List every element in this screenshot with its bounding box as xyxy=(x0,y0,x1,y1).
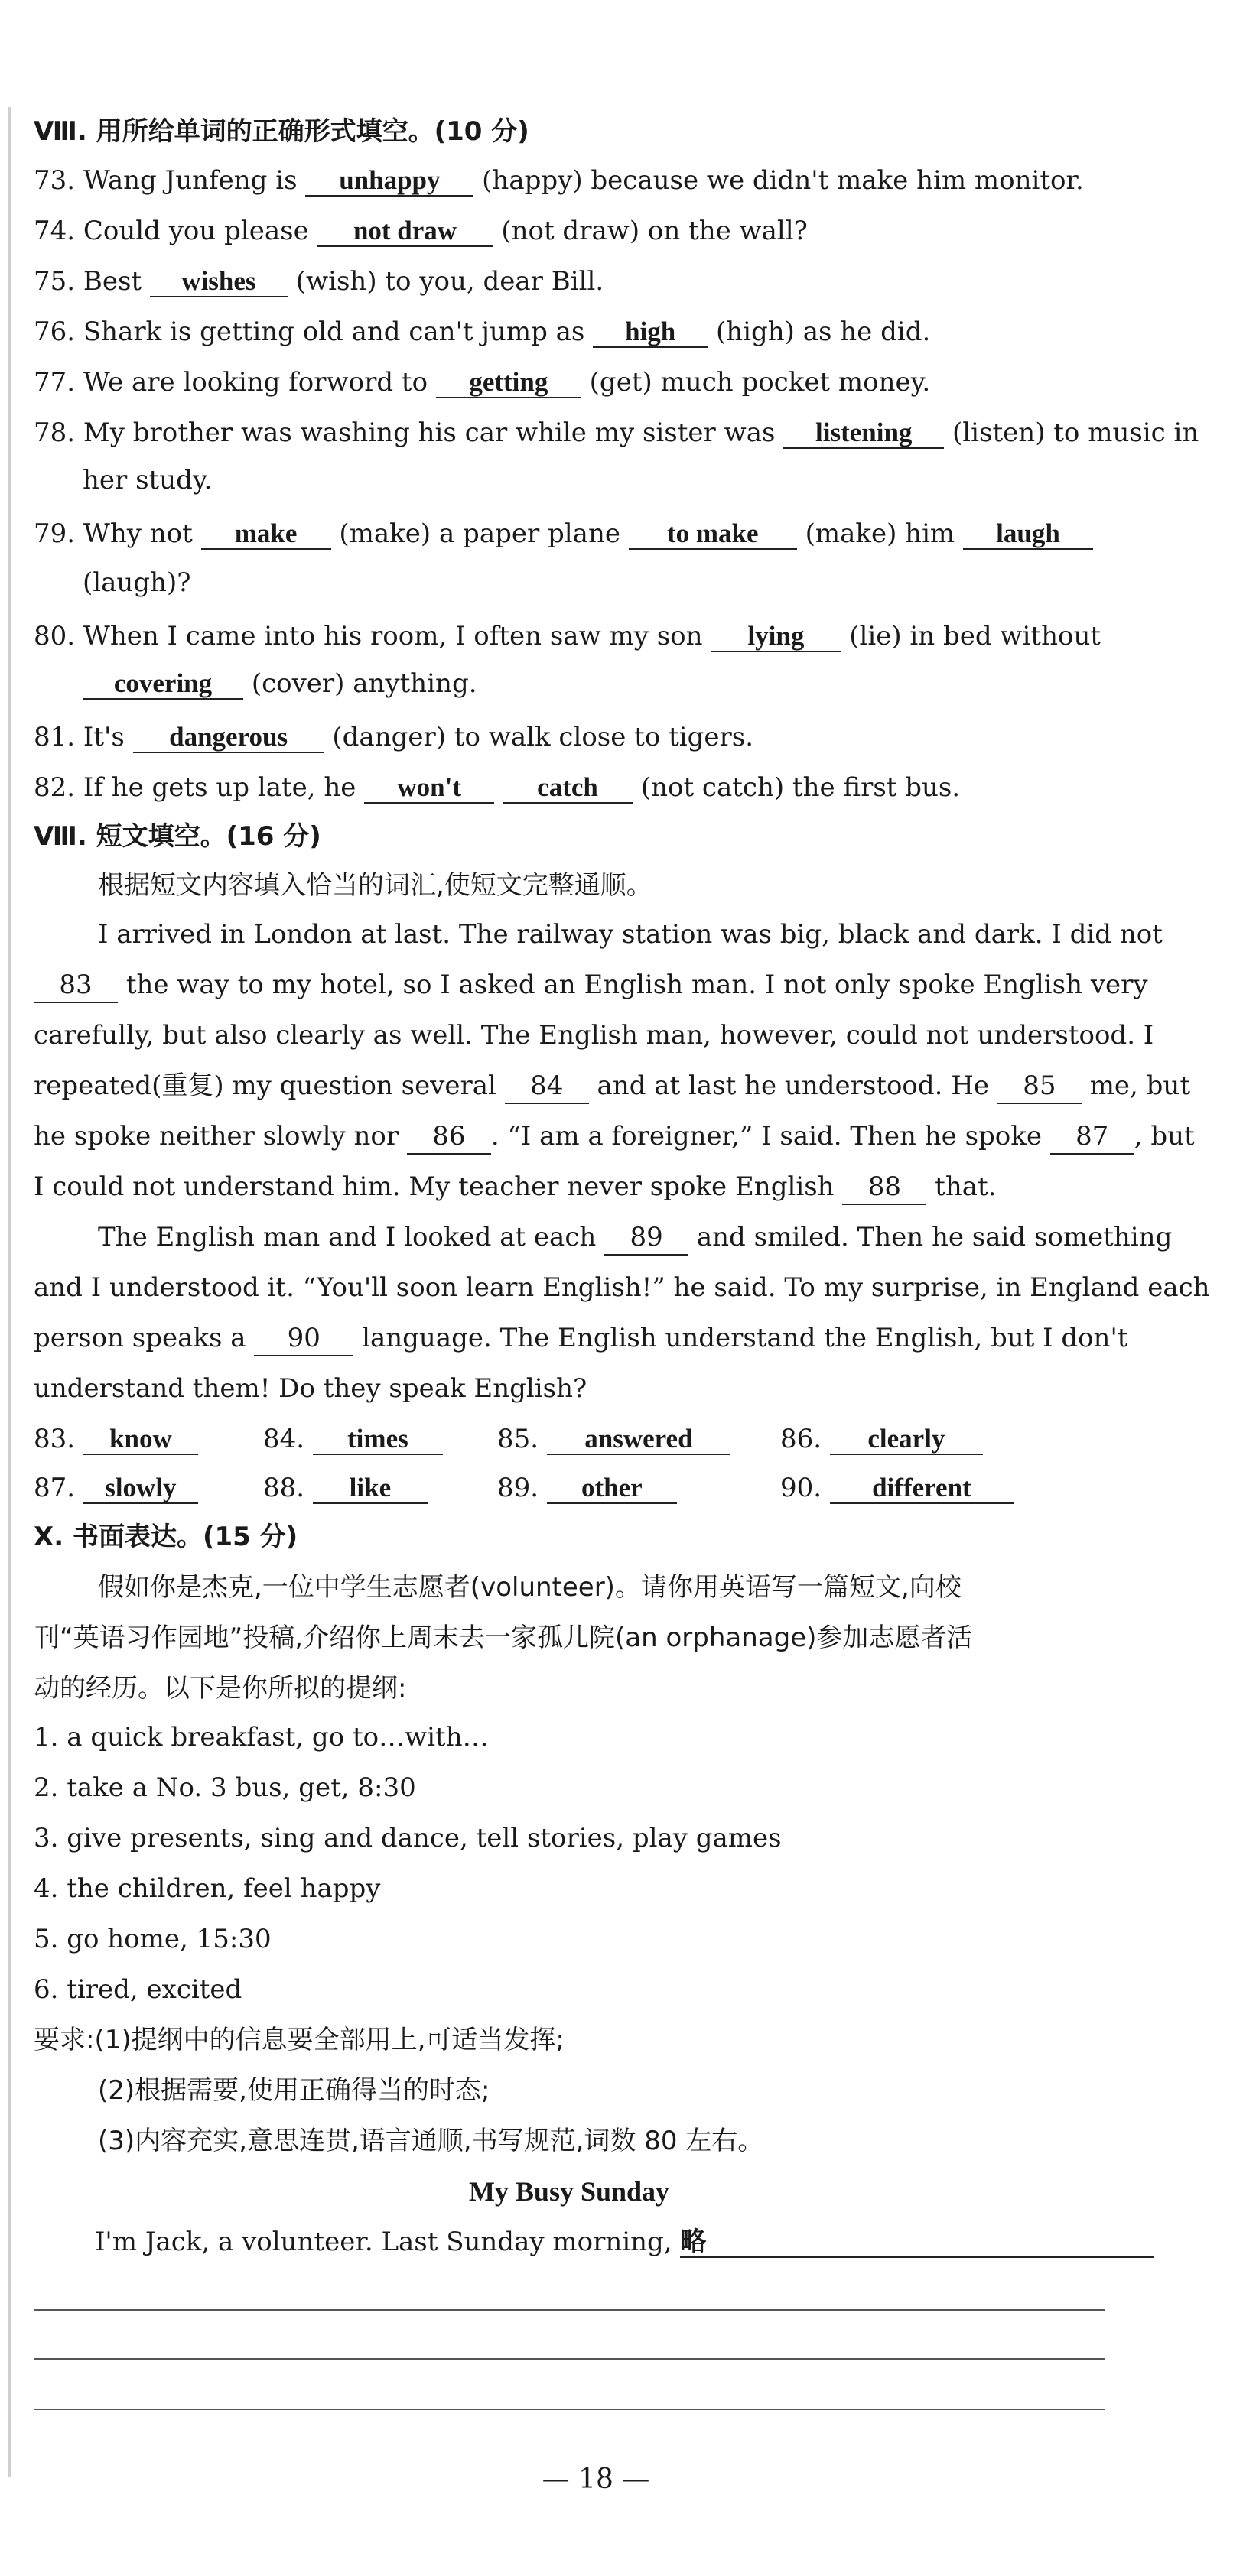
answer-87: slowly xyxy=(83,1473,198,1504)
section-8-header: Ⅷ. 用所给单词的正确形式填空。(10 分) xyxy=(34,116,529,147)
prompt-line-3: 动的经历。以下是你所拟的提纲: xyxy=(34,1673,407,1704)
answer-86-cell: 86. clearly xyxy=(780,1422,983,1456)
essay-answer: 略 xyxy=(680,2227,1154,2258)
passage-line-1: I arrived in London at last. The railway station was big, black and dark. I did not xyxy=(98,919,1163,950)
answer-79c: laugh xyxy=(963,519,1093,550)
passage-line-7: The English man and I looked at each 89 and smiled. Then he said something xyxy=(98,1220,1172,1256)
requirement-2: (2)根据需要,使用正确得当的时态; xyxy=(98,2075,490,2106)
blank-85: 85 xyxy=(997,1069,1082,1104)
passage-line-2: 83 the way to my hotel, so I asked an English man. I not only spoke English very xyxy=(34,968,1148,1003)
page-number: — 18 — xyxy=(542,2464,650,2495)
answer-84: times xyxy=(313,1424,443,1455)
requirement-3: (3)内容充实,意思连贯,语言通顺,书写规范,词数 80 左右。 xyxy=(98,2126,764,2156)
answer-80b: covering xyxy=(83,669,243,700)
answer-86: clearly xyxy=(830,1424,983,1455)
writing-line xyxy=(34,2409,1105,2410)
answer-89-cell: 89. other xyxy=(497,1471,677,1505)
outline-item: 6. tired, excited xyxy=(34,1974,242,2005)
passage-line-9: person speaks a 90 language. The English understand the English, but I don't xyxy=(34,1321,1127,1356)
section-9-instruction: 根据短文内容填入恰当的词汇,使短文完整通顺。 xyxy=(98,870,652,901)
answer-83: know xyxy=(83,1424,198,1455)
prompt-line-1: 假如你是杰克,一位中学生志愿者(volunteer)。请你用英语写一篇短文,向校 xyxy=(98,1572,962,1603)
blank-86: 86 xyxy=(407,1119,491,1155)
answer-88-cell: 88. like xyxy=(263,1471,428,1505)
answer-row-2: 87. slowly xyxy=(34,1471,198,1505)
binding-margin-line xyxy=(8,107,11,2477)
answer-row-1: 83. know xyxy=(34,1422,198,1456)
question-79-cont: (laugh)? xyxy=(83,567,191,598)
section-9-header: Ⅷ. 短文填空。(16 分) xyxy=(34,821,321,852)
question-75: 75. Best wishes (wish) to you, dear Bill. xyxy=(34,266,604,297)
question-74: 74. Could you please not draw (not draw) on the wall? xyxy=(34,216,808,246)
answer-77: getting xyxy=(436,368,581,398)
outline-item: 4. the children, feel happy xyxy=(34,1873,381,1904)
blank-83: 83 xyxy=(34,968,118,1003)
answer-76: high xyxy=(593,317,708,348)
answer-81: dangerous xyxy=(133,723,324,753)
question-77: 77. We are looking forword to getting (get) much pocket money. xyxy=(34,367,931,398)
blank-89: 89 xyxy=(604,1220,688,1256)
question-82: 82. If he gets up late, he won't catch (not catch) the first bus. xyxy=(34,772,961,803)
writing-line xyxy=(34,2358,1105,2360)
passage-line-4: repeated(重复) my question several 84 and at last he understood. He 85 me, but xyxy=(34,1069,1190,1104)
question-78-cont: her study. xyxy=(83,465,213,495)
answer-84-cell: 84. times xyxy=(263,1422,443,1456)
question-79: 79. Why not make (make) a paper plane to make (make) him laugh xyxy=(34,517,1093,551)
passage-line-5: he spoke neither slowly nor 86 . “I am a foreigner,” I said. Then he spoke 87 , but xyxy=(34,1119,1195,1155)
passage-line-6: I could not understand him. My teacher never spoke English 88 that. xyxy=(34,1170,996,1205)
answer-73: unhappy xyxy=(305,166,473,197)
passage-line-8: and I understood it. “You'll soon learn English!” he said. To my surprise, in England each xyxy=(34,1272,1210,1303)
answer-90: different xyxy=(830,1473,1014,1504)
outline-item: 3. give presents, sing and dance, tell stories, play games xyxy=(34,1823,782,1853)
answer-78: listening xyxy=(783,418,944,449)
essay-start: I'm Jack, a volunteer. Last Sunday morning, 略 xyxy=(95,2225,1154,2259)
requirement-1: 要求:(1)提纲中的信息要全部用上,可适当发挥; xyxy=(34,2025,565,2055)
answer-75: wishes xyxy=(150,267,288,297)
blank-84: 84 xyxy=(505,1069,589,1104)
section-10-header: Ⅹ. 书面表达。(15 分) xyxy=(34,1522,298,1552)
answer-79b: to make xyxy=(629,519,797,550)
outline-item: 2. take a No. 3 bus, get, 8:30 xyxy=(34,1772,416,1803)
blank-90: 90 xyxy=(254,1321,353,1356)
question-80-cont: covering (cover) anything. xyxy=(83,667,477,700)
answer-80a: lying xyxy=(711,622,841,652)
outline-item: 5. go home, 15:30 xyxy=(34,1924,272,1954)
question-73: 73. Wang Junfeng is unhappy (happy) because we didn't make him monitor. xyxy=(34,165,1084,196)
answer-79a: make xyxy=(201,519,331,550)
answer-85-cell: 85. answered xyxy=(497,1422,730,1456)
outline-item: 1. a quick breakfast, go to…with… xyxy=(34,1722,489,1753)
question-78: 78. My brother was washing his car while my sister was listening (listen) to music in xyxy=(34,417,1199,448)
answer-85: answered xyxy=(547,1424,730,1455)
answer-90-cell: 90. different xyxy=(780,1471,1014,1505)
blank-87: 87 xyxy=(1050,1119,1134,1155)
passage-line-10: understand them! Do they speak English? xyxy=(34,1373,587,1404)
essay-title: My Busy Sunday xyxy=(468,2176,670,2207)
answer-88: like xyxy=(313,1473,428,1504)
question-81: 81. It's dangerous (danger) to walk close to tigers. xyxy=(34,722,754,752)
answer-82b: catch xyxy=(503,773,633,804)
passage-line-3: carefully, but also clearly as well. The English man, however, could not understood. I xyxy=(34,1020,1154,1051)
prompt-line-2: 刊“英语习作园地”投稿,介绍你上周末去一家孤儿院(an orphanage)参加志愿者活 xyxy=(34,1623,973,1653)
answer-74: not draw xyxy=(317,216,493,247)
writing-line xyxy=(34,2309,1105,2311)
answer-82a: won't xyxy=(364,773,494,804)
question-80: 80. When I came into his room, I often saw my son lying (lie) in bed without xyxy=(34,621,1101,651)
answer-89: other xyxy=(547,1473,677,1504)
question-76: 76. Shark is getting old and can't jump as high (high) as he did. xyxy=(34,317,931,347)
blank-88: 88 xyxy=(842,1170,926,1205)
